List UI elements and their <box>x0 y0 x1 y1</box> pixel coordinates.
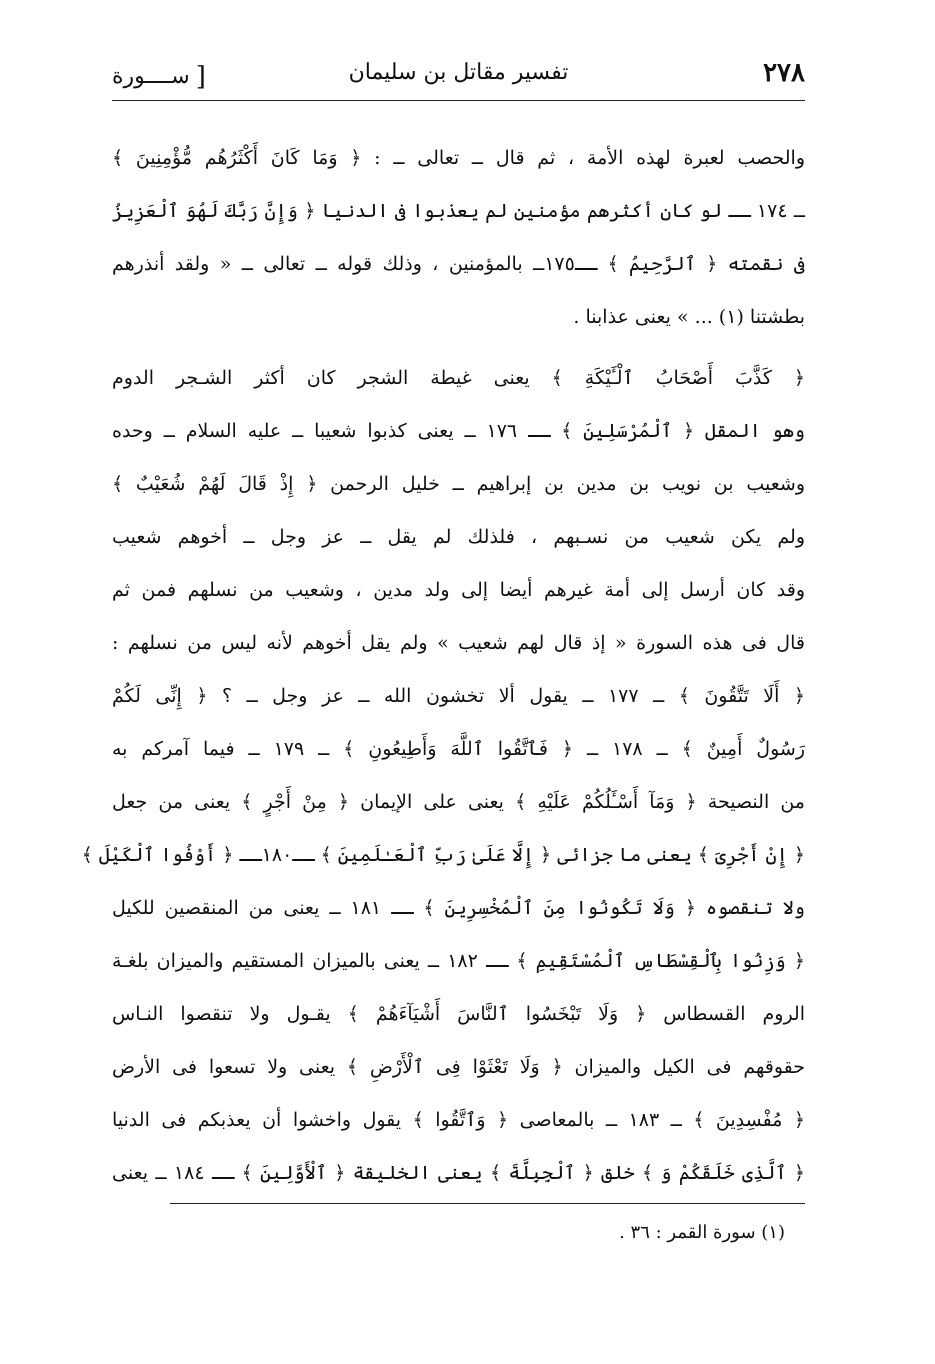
section-label <box>112 60 206 90</box>
section-bracket: [ <box>195 62 206 92</box>
running-title: تفسير مقاتل بن سليمان <box>348 60 569 85</box>
text-line: حقوقهم فى الكيل والميزان ﴿ وَلَا تَعْثَوْا فِى ٱلْأَرْضِ ﴾ يعنى ولا تسعوا فى الأرض <box>112 1056 805 1078</box>
text-line: وشعيب بن نويب بن مدين بن إبراهيم ــ خليل الرحمن ﴿ إِذْ قَالَ لَهُمْ شُعَيْبٌ ﴾ <box>112 473 805 495</box>
text-line: ﴿ إِنْ أَجْرِىَ ﴾ يعنى ما جزائى ﴿ إِلَّا عَلَىٰ رَبِّ ٱلْعَـٰلَمِينَ ﴾ ــ١٨٠ــ ﴿ أَوْفُوا ٱلْكَيْلَ ﴾ <box>81 844 805 866</box>
text-line: ﴿ كَذَّبَ أَصْحَابُ ٱلْـَٔيْكَةِ ﴾ يعنى غيطة الشجر كان أكثر الشـجر الدوم <box>112 367 805 389</box>
text-line: فى نقمته ﴿ ٱلرَّحِيمُ ﴾ ــ١٧٥ــ بالمؤمنين ، وذلك قوله ــ تعالى ــ « ولقد أنذرهم <box>112 253 806 275</box>
text-line: ﴿ مُفْسِدِينَ ﴾ ــ ١٨٣ ــ بالمعاصى ﴿ وَٱتَّقُوا ﴾ يقول واخشوا أن يعذبكم فى الدنيا <box>112 1109 805 1131</box>
text-line: ﴿ ٱلَّذِى خَلَقَكُمْ وَ ﴾ خلق ﴿ ٱلْجِبِلَّةَ ﴾ يعنى الخليقة ﴿ ٱلْأَوَّلِينَ ﴾ ــ ١٨٤ ــ يعنى <box>112 1162 805 1184</box>
text-line: والحصب لعبرة لهذه الأمة ، ثم قال ــ تعالى ــ : ﴿ وَمَا كَانَ أَكْثَرُهُم مُّؤْمِنِينَ ﴾ <box>112 147 805 169</box>
header-divider <box>112 100 805 101</box>
text-line: الروم القسطاس ﴿ وَلَا تَبْخَسُوا ٱلنَّاسَ أَشْيَآءَهُمْ ﴾ يقـول ولا تنقصوا النـاس <box>112 1003 805 1025</box>
body-text <box>81 132 806 1200</box>
text-line: ــ ١٧٤ ــ لو كان أكثرهم مؤمنين لم يعذبوا فى الدنيا ﴿ وَإِنَّ رَبَّكَ لَهُوَ ٱلْعَزِيزُ <box>112 200 805 222</box>
text-line: وقد كان أرسل إلى أمة غيرهم أيضا إلى ولد مدين ، وشعيب من نسلهم فمن ثم <box>112 579 805 601</box>
paragraph-gap <box>112 344 805 352</box>
text-line: وهو المقل ﴿ ٱلْمُرْسَلِينَ ﴾ ــ ١٧٦ ــ يعنى كذبوا شعيبا ــ عليه السلام ــ وحده <box>112 420 805 442</box>
page-header <box>112 52 805 98</box>
text-line: من النصيحة ﴿ وَمَآ أَسْـَٔلُكُمْ عَلَيْهِ ﴾ يعنى على الإيمان ﴿ مِنْ أَجْرٍ ﴾ يعنى من جعل <box>112 791 805 813</box>
text-line: قال فى هذه السورة « إذ قال لهم شعيب » ولم يقل أخوهم لأنه ليس من نسلهم : <box>112 632 805 654</box>
footnote: (١) سورة القمر : ٣٦ . <box>619 1222 785 1243</box>
text-line: ولا تنقصوه ﴿ وَلَا تَكُونُوا مِنَ ٱلْمُخْسِرِينَ ﴾ ــ ١٨١ ــ يعنى من المنقصين للكيل <box>112 897 805 919</box>
text-line: ولم يكن شعيب من نسـبهم ، فلذلك لم يقل ــ عز وجل ــ أخوهم شعيب <box>112 526 805 548</box>
text-line: بطشتنا (١) ... » يعنى عذابنا . <box>573 306 805 328</box>
footnote-divider <box>170 1203 805 1204</box>
page-number: ٢٧٨ <box>763 58 805 88</box>
text-line: ﴿ وَزِنُوا بِٱلْقِسْطَاسِ ٱلْمُسْتَقِيمِ ﴾ ــ ١٨٢ ــ يعنى بالميزان المستقيم والميزان بلغـة <box>112 950 805 972</box>
section-name: ســــورة <box>112 64 190 89</box>
text-line: رَسُولٌ أَمِينٌ ﴾ ــ ١٧٨ ــ ﴿ فَٱتَّقُوا ٱللَّهَ وَأَطِيعُونِ ﴾ ــ ١٧٩ ــ فيما آمركم به <box>112 738 805 760</box>
text-line: ﴿ أَلَا تَتَّقُونَ ﴾ ــ ١٧٧ ــ يقول ألا تخشون الله ــ عز وجل ــ ؟ ﴿ إِنِّى لَكُمْ <box>112 685 805 707</box>
